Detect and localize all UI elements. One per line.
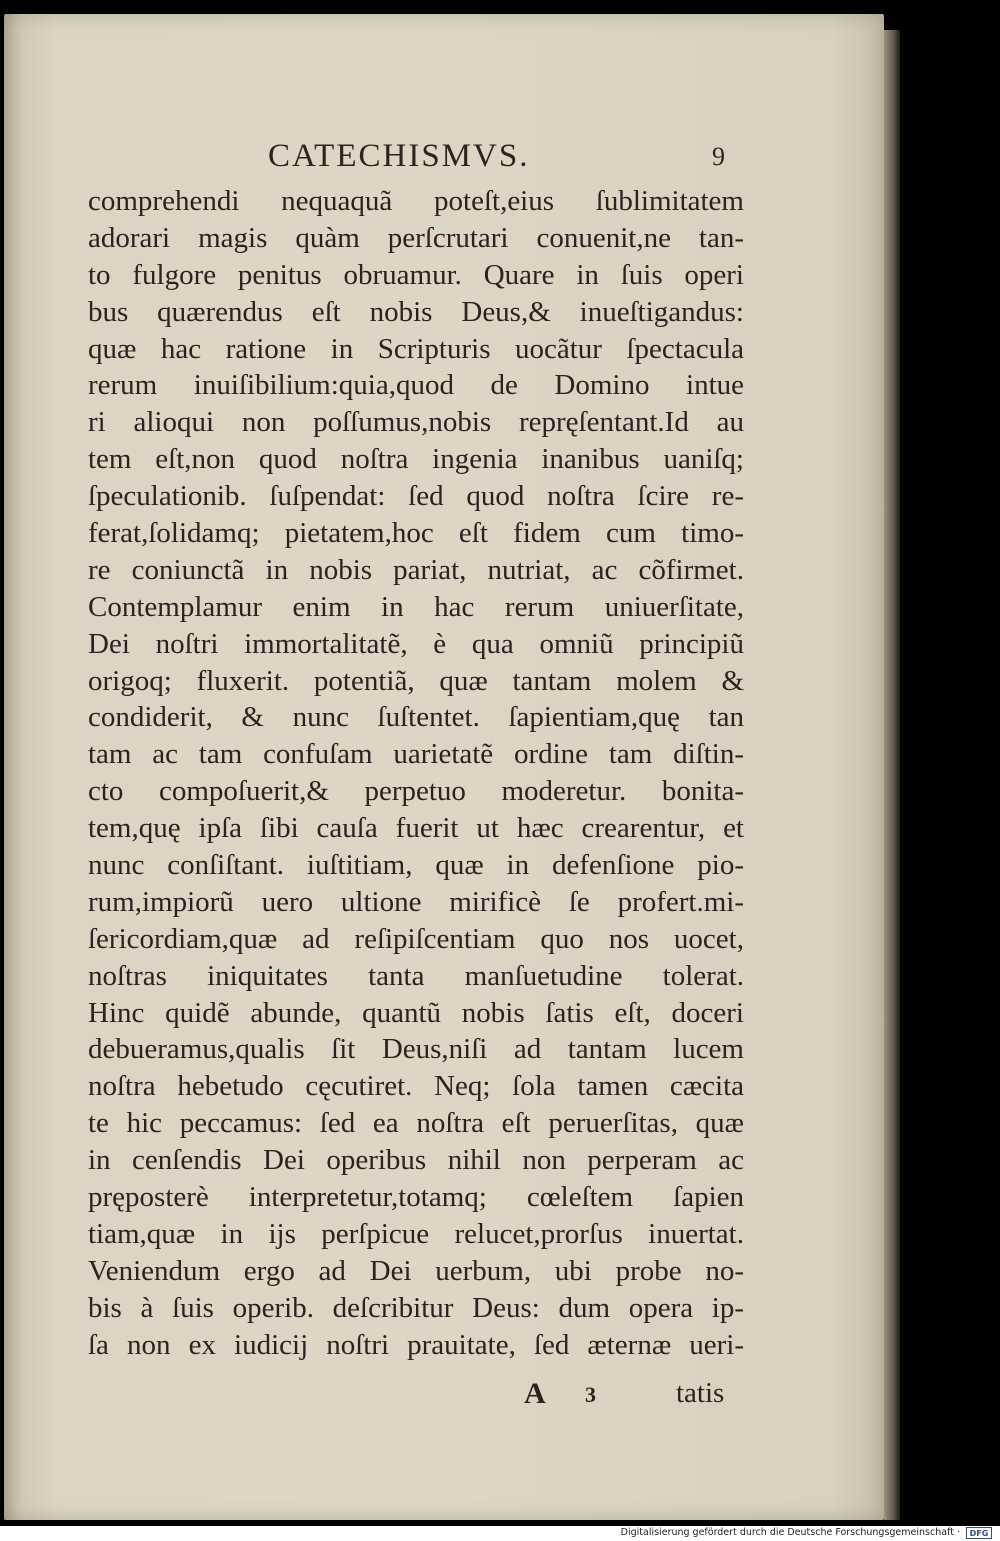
catchword: tatis: [676, 1377, 725, 1409]
signature-mark: A: [524, 1377, 546, 1410]
dfg-logo-icon: DFG: [966, 1527, 992, 1539]
text-line: origoq; fluxerit. potentiã, quæ tantam molem &: [88, 664, 744, 697]
text-line: ferat,ſolidamq; pietatem,hoc eſt fidem cum timo-: [88, 517, 744, 550]
text-line: tiam,quæ in ijs perſpicue relucet,prorſus inuertat.: [88, 1217, 744, 1250]
text-line: adorari magis quàm perſcrutari conuenit,ne tan-: [88, 221, 744, 254]
text-line: te hic peccamus: ſed ea noſtra eſt peruerſitas, quæ: [88, 1107, 744, 1140]
text-line: quæ hac ratione in Scripturis uocãtur ſpectacula: [88, 332, 744, 365]
text-line: ſericordiam,quæ ad reſipiſcentiam quo nos uocet,: [88, 922, 744, 955]
running-title: CATECHISMVS.: [268, 138, 530, 174]
book-fore-edge: [884, 30, 900, 1520]
text-line: noſtra hebetudo cęcutiret. Neq; ſola tamen cæcita: [88, 1070, 744, 1103]
text-line: ſpeculationib. ſuſpendat: ſed quod noſtra ſcire re-: [88, 480, 744, 513]
text-line: comprehendi nequaquã poteſt,eius ſublimitatem: [88, 185, 744, 217]
funding-notice: Digitalisierung gefördert durch die Deutsche Forschungsgemeinschaft ·: [620, 1527, 960, 1538]
text-line: bis à ſuis operib. deſcribitur Deus: dum opera ip-: [88, 1291, 744, 1324]
text-line: pręposterè interpretetur,totamq; cœleſtem ſapien: [88, 1181, 744, 1214]
text-line: ri alioqui non poſſumus,nobis repręſentant.Id au: [88, 406, 744, 439]
body-text: [88, 183, 744, 1364]
page-number: 9: [712, 142, 725, 171]
text-line: Contemplamur enim in hac rerum uniuerſitate,: [88, 590, 744, 623]
text-line: nunc conſiſtant. iuſtitiam, quæ in defenſione pio-: [88, 849, 744, 882]
text-line: tam ac tam confuſam uarietatẽ ordine tam diſtin-: [88, 738, 744, 771]
text-line: tem eſt,non quod noſtra ingenia inanibus uaniſq;: [88, 443, 744, 476]
text-line: Veniendum ergo ad Dei uerbum, ubi probe no-: [88, 1254, 744, 1287]
signature-number: 3: [585, 1382, 596, 1407]
text-line: rum,impiorũ uero ultione mirificè ſe profert.mi-: [88, 885, 744, 918]
digitization-footer: [0, 1526, 1000, 1541]
text-line: cto compoſuerit,& perpetuo moderetur. bonita-: [88, 775, 744, 808]
text-line: debueramus,qualis ſit Deus,niſi ad tantam lucem: [88, 1033, 744, 1066]
text-line: in cenſendis Dei operibus nihil non perperam ac: [88, 1144, 744, 1177]
text-line: tem,quę ipſa ſibi cauſa fuerit ut hæc crearentur, et: [88, 812, 744, 845]
text-line: noſtras iniquitates tanta manſuetudine tolerat.: [88, 959, 744, 992]
text-line: bus quærendus eſt nobis Deus,& inueſtigandus:: [88, 295, 744, 328]
text-line: Dei noſtri immortalitatẽ, è qua omniũ principiũ: [88, 627, 744, 660]
text-line: Hinc quidẽ abunde, quantũ nobis ſatis eſt, doceri: [88, 996, 744, 1029]
text-line: re coniunctã in nobis pariat, nutriat, ac cõfirmet.: [88, 553, 744, 586]
text-line: condiderit, & nunc ſuſtentet. ſapientiam,quę tan: [88, 701, 744, 734]
text-line: rerum inuiſibilium:quia,quod de Domino intue: [88, 369, 744, 402]
text-line: ſa non ex iudicij noſtri prauitate, ſed æternæ ueri-: [88, 1328, 744, 1361]
text-line: to fulgore penitus obruamur. Quare in ſuis operi: [88, 258, 744, 291]
